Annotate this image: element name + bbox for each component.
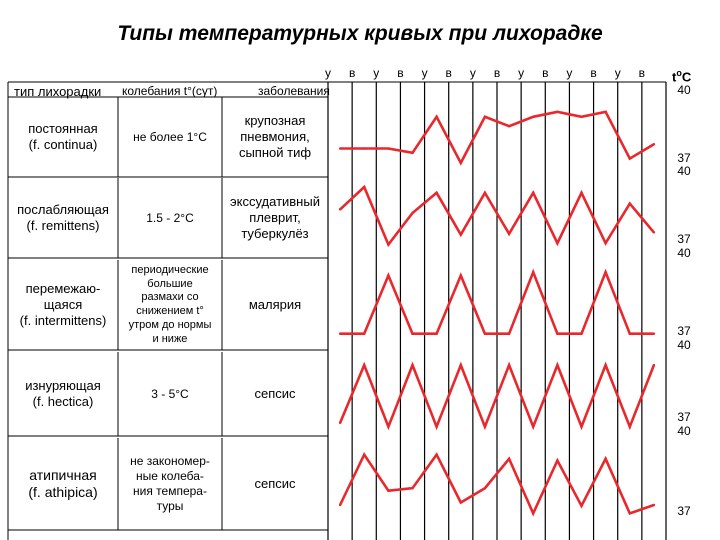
curve-point <box>532 425 534 427</box>
curve-point <box>435 333 437 335</box>
scale-label-bottom: 37 <box>677 232 691 246</box>
scale-label-top: 40 <box>677 424 691 438</box>
disease-cell: малярия <box>248 296 302 312</box>
fever-type-cell: перемежаю- щаяся (f. intermittens) <box>19 280 107 329</box>
scale-label-bottom: 37 <box>677 504 691 518</box>
curve-point <box>484 425 486 427</box>
page-title: Типы температурных кривых при лихорадке <box>117 22 603 45</box>
curve-point <box>604 458 606 460</box>
curve-point <box>629 333 631 335</box>
curve-point <box>411 212 413 214</box>
curve-point <box>556 333 558 335</box>
curve-point <box>387 425 389 427</box>
curve-point <box>508 125 510 127</box>
day-label: в <box>542 66 549 80</box>
scale-label-bottom: 37 <box>677 324 691 338</box>
curve-point <box>460 364 462 366</box>
curve-point <box>508 333 510 335</box>
curve-point <box>532 116 534 118</box>
curve-point <box>653 143 655 145</box>
scale-label-bottom: 37 <box>677 151 691 165</box>
curve-point <box>435 116 437 118</box>
curve-point <box>556 459 558 461</box>
curve-point <box>339 504 341 506</box>
curve-point <box>556 111 558 113</box>
curve-point <box>460 501 462 503</box>
header-range: колебания t°(сут) <box>122 84 218 98</box>
curve-point <box>484 487 486 489</box>
fluctuation-cell: не более 1°С <box>133 129 207 144</box>
scale-label-top: 40 <box>677 164 691 178</box>
day-label: в <box>493 66 501 80</box>
curve-point <box>387 243 389 245</box>
fluctuation-cell: периодические большие размахи со снижением t° утром до нормы и ниже <box>128 263 212 345</box>
curve-point <box>604 364 606 366</box>
curve-point <box>556 242 558 244</box>
curve-point <box>580 192 582 194</box>
curve-point <box>653 231 655 233</box>
curve-point <box>532 512 534 514</box>
disease-cell: экссудативный плеврит, туберкулёз <box>230 193 320 242</box>
day-label: у <box>469 66 476 80</box>
curve-point <box>484 333 486 335</box>
curve-point <box>387 274 389 276</box>
curve-point <box>484 116 486 118</box>
curve-point <box>629 512 631 514</box>
curve-point <box>411 364 413 366</box>
day-label: у <box>614 66 621 80</box>
fever-type-cell: постоянная (f. continua) <box>28 120 98 152</box>
curve-point <box>363 453 365 455</box>
fever-type-cell: послабляющая (f. remittens) <box>17 201 109 233</box>
disease-cell: сепсис <box>254 385 296 401</box>
disease-cell: сепсис <box>254 475 296 491</box>
curve-point <box>339 333 341 335</box>
curve-point <box>387 147 389 149</box>
curve-point <box>629 425 631 427</box>
scale-label-top: 40 <box>677 83 691 97</box>
day-label: у <box>421 66 428 80</box>
curve-point <box>339 147 341 149</box>
day-label: у <box>518 66 525 80</box>
day-label: у <box>566 66 573 80</box>
curve-point <box>653 364 655 366</box>
curve-point <box>363 364 365 366</box>
day-label: в <box>348 66 356 80</box>
curve-point <box>653 504 655 506</box>
fever-type-cell: изнуряющая (f. hectica) <box>25 377 101 409</box>
curve-point <box>460 274 462 276</box>
curve-point <box>363 147 365 149</box>
fluctuation-cell: 3 - 5°С <box>151 386 189 401</box>
curve-point <box>435 425 437 427</box>
day-label: в <box>590 66 597 80</box>
curve-point <box>435 453 437 455</box>
curve-point <box>339 208 341 210</box>
header-type: тип лихорадки <box>14 84 102 99</box>
scale-label-top: 40 <box>677 246 691 260</box>
curve-point <box>604 111 606 113</box>
day-label: в <box>445 66 452 80</box>
curve-point <box>411 152 413 154</box>
fluctuation-cell: не закономер- ные колеба- ния темпера- туры <box>130 454 210 513</box>
curve-point <box>435 192 437 194</box>
curve-point <box>508 458 510 460</box>
curve-point <box>556 364 558 366</box>
curve-point <box>339 422 341 424</box>
fever-type-cell: атипичная (f. athipica) <box>28 466 98 500</box>
fluctuation-cell: 1.5 - 2°С <box>146 210 194 225</box>
curve-point <box>508 364 510 366</box>
curve-point <box>580 116 582 118</box>
curve-point <box>411 333 413 335</box>
curve-point <box>580 333 582 335</box>
day-label: в <box>397 66 404 80</box>
curve-point <box>653 333 655 335</box>
day-label: в <box>638 66 646 80</box>
temperature-unit-label: $t^oC$ <box>672 68 692 85</box>
curve-point <box>580 505 582 507</box>
curve-point <box>532 192 534 194</box>
curve-point <box>411 487 413 489</box>
curve-point <box>580 425 582 427</box>
curve-point <box>508 233 510 235</box>
curve-point <box>460 162 462 164</box>
curve-point <box>532 271 534 273</box>
curve-point <box>629 157 631 159</box>
curve-point <box>604 271 606 273</box>
curve-point <box>604 242 606 244</box>
curve-point <box>629 202 631 204</box>
curve-point <box>363 333 365 335</box>
day-label: у <box>373 66 380 80</box>
curve-point <box>460 233 462 235</box>
disease-cell: крупозная пневмония, сыпной тиф <box>238 112 312 161</box>
curve-point <box>363 186 365 188</box>
scale-label-top: 40 <box>677 338 691 352</box>
day-label: у <box>325 66 331 80</box>
header-disease: заболевания <box>258 84 330 98</box>
curve-point <box>484 192 486 194</box>
curve-point <box>387 490 389 492</box>
scale-label-bottom: 37 <box>677 410 691 424</box>
